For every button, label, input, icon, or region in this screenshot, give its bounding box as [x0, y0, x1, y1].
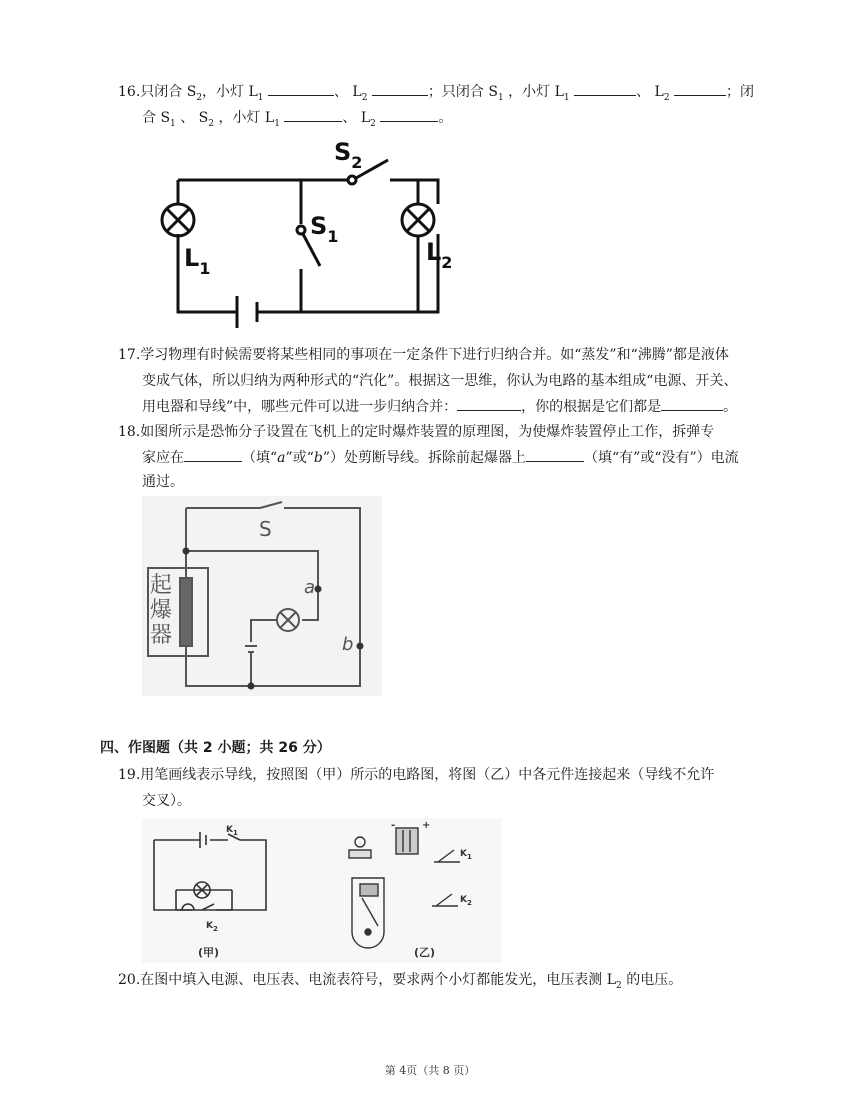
- switch-s-label: S: [259, 517, 272, 541]
- svg-text:K2: $K_2$: [460, 895, 472, 907]
- q19-circuit-figures: [142, 818, 502, 963]
- answer-blank[interactable]: [284, 107, 342, 122]
- q20-line-1: 20.在图中填入电源、电压表、电流表符号，要求两个小灯都能发光，电压表测 $L_2$ 的电压。: [118, 972, 683, 991]
- q18-detonator-diagram: [142, 496, 382, 696]
- k2-label-jia: K: [206, 921, 213, 931]
- point-b-label: b: [342, 634, 354, 655]
- figure-yi-caption: (乙): [414, 946, 436, 959]
- page-footer: 第 4页（共 8 页）: [384, 1064, 476, 1077]
- k1-label-yi: K: [460, 849, 467, 859]
- answer-blank[interactable]: [184, 447, 242, 462]
- q17-line-1: 17.学习物理有时候需要将某些相同的事项在一定条件下进行归纳合并。如“蒸发”和“沸腾”都是液体: [118, 347, 729, 363]
- svg-text:L2: $L_2$: [426, 238, 453, 272]
- s1-label: S: [310, 212, 328, 240]
- answer-blank[interactable]: [380, 107, 438, 122]
- q16-line-1: 16.只闭合 $S_2$，小灯 $L_1$ 、 $L_2$ ；只闭合 $S_1$ ，小灯 $L_1$ 、 $L_2$ ；闭: [118, 81, 754, 108]
- answer-blank[interactable]: [457, 396, 521, 411]
- svg-text:K1: $K_1$: [460, 849, 472, 861]
- l2-label: L: [426, 238, 442, 266]
- answer-blank[interactable]: [674, 81, 726, 96]
- answer-blank[interactable]: [526, 447, 584, 462]
- q17-line-3: 用电器和导线”中，哪些元件可以进一步归纳合并： ，你的根据是它们都是 。: [142, 396, 737, 417]
- svg-text:S1: $S_1$: [310, 212, 339, 246]
- k2-label-yi: K: [460, 895, 467, 905]
- detonator-label-3: 器: [150, 623, 173, 648]
- point-a-label: a: [304, 577, 316, 598]
- k1-label-jia: K: [226, 825, 233, 835]
- figure-jia-caption: (甲): [198, 946, 220, 959]
- q18-line-1: 18.如图所示是恐怖分子设置在飞机上的定时爆炸装置的原理图，为使爆炸装置停止工作，拆弹专: [118, 424, 715, 440]
- detonator-label-2: 爆: [150, 598, 173, 623]
- svg-text:K1: $K_1$: [226, 825, 238, 837]
- battery-plus-label: +: [422, 820, 431, 831]
- q16-line-2: 合 $S_1$ 、 $S_2$ ，小灯 $L_1$ 、 $L_2$ 。: [142, 107, 452, 134]
- section-heading: 四、作图题（共 2 小题；共 26 分）: [100, 740, 331, 756]
- detonator-label-1: 起: [150, 573, 173, 598]
- svg-text:K2: $K_2$: [206, 921, 218, 933]
- q18-line-2: 家应在 （填“a”或“b”）处剪断导线。拆除前起爆器上 （填“有”或“没有”）电流: [142, 447, 739, 468]
- answer-blank[interactable]: [574, 81, 636, 96]
- answer-blank[interactable]: [268, 81, 334, 96]
- q16-circuit-diagram: [150, 134, 453, 334]
- q19-line-2: 交叉）。: [142, 793, 191, 809]
- battery-minus-label: -: [391, 820, 396, 831]
- q18-line-3: 通过。: [142, 474, 184, 490]
- svg-text:L1: $L_1$: [184, 244, 211, 278]
- l1-label: L: [184, 244, 200, 272]
- q19-line-1: 19.用笔画线表示导线，按照图（甲）所示的电路图，将图（乙）中各元件连接起来（导线不允许: [118, 767, 715, 783]
- svg-text:S2: $S_2$: [334, 138, 363, 172]
- answer-blank[interactable]: [372, 81, 428, 96]
- q17-line-2: 变成气体，所以归纳为两种形式的“汽化”。根据这一思维，你认为电路的基本组成“电源、开关、: [142, 373, 738, 389]
- answer-blank[interactable]: [661, 396, 723, 411]
- s2-label: S: [334, 138, 352, 166]
